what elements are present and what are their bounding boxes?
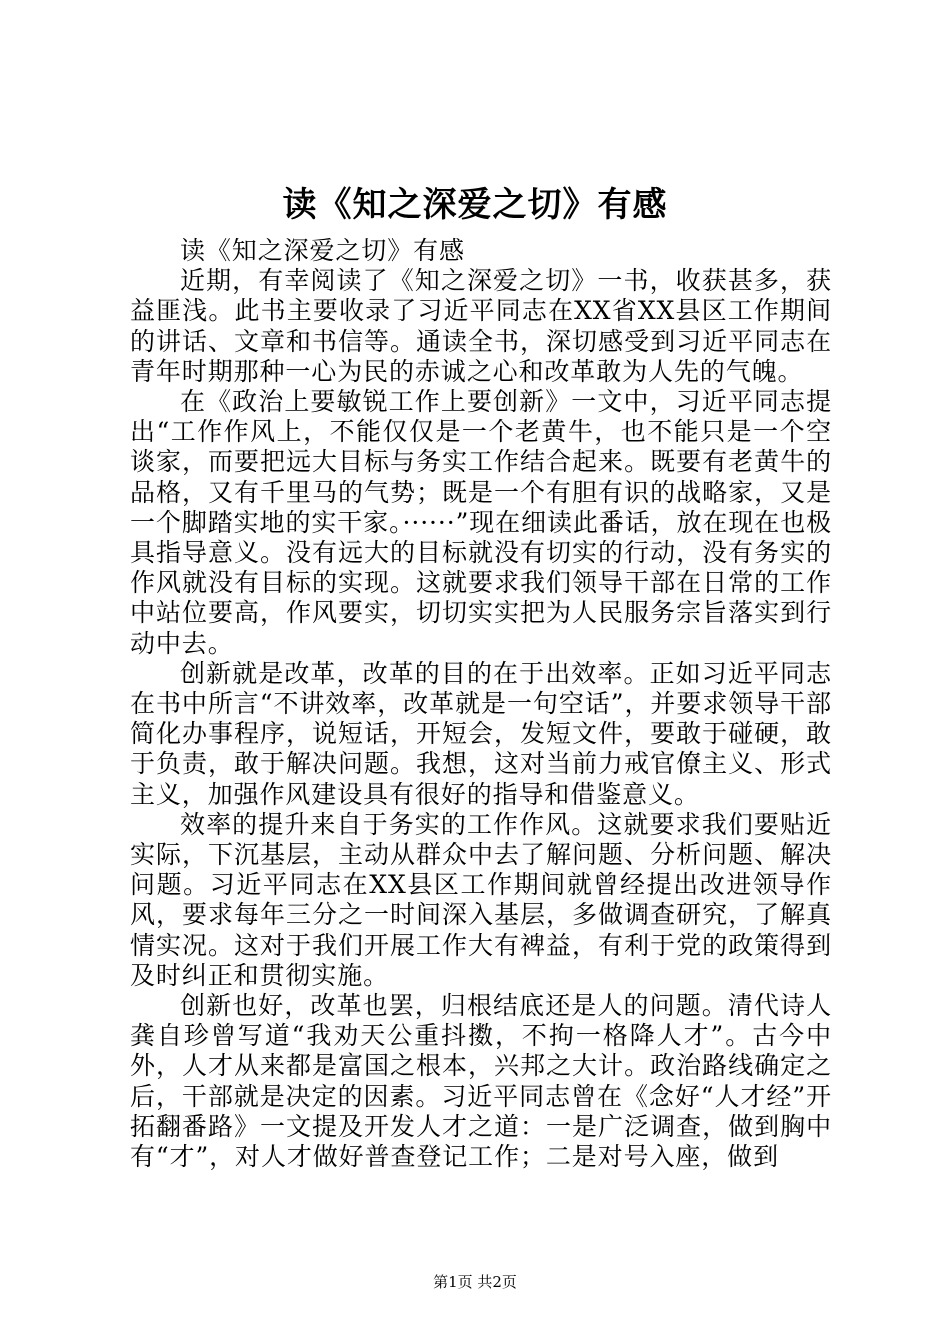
paragraph: 近期，有幸阅读了《知之深爱之切》一书，收获甚多，获益匪浅。此书主要收录了习近平同志在XX省XX县区工作期间的讲话、文章和书信等。通读全书，深切感受到习近平同志在青年时期那种一心为民的赤诚之心和改革敢为人先的气魄。: [130, 266, 832, 386]
page-number-footer: 第1页 共2页: [433, 1273, 517, 1291]
paragraph: 在《政治上要敏锐工作上要创新》一文中，习近平同志提出“工作作风上，不能仅仅是一个老黄牛，也不能只是一个空谈家，而要把远大目标与务实工作结合起来。既要有老黄牛的品格，又有千里马的气势；既是一个有胆有识的战略家，又是一个脚踏实地的实干家。······”现在细读此番话，放在现在也极具指导意义。没有远大的目标就没有切实的行动，没有务实的作风就没有目标的实现。这就要求我们领导干部在日常的工作中站位要高，作风要实，切切实实把为人民服务宗旨落实到行动中去。: [130, 387, 832, 658]
document-title: 读《知之深爱之切》有感: [282, 185, 668, 225]
paragraph: 创新就是改革，改革的目的在于出效率。正如习近平同志在书中所言“不讲效率，改革就是一句空话”，并要求领导干部简化办事程序，说短话，开短会，发短文件，要敢于碰硬，敢于负责，敢于解决问题。我想，这对当前力戒官僚主义、形式主义，加强作风建设具有很好的指导和借鉴意义。: [130, 658, 832, 809]
document-body: [130, 236, 832, 1172]
paragraph: 创新也好，改革也罢，归根结底还是人的问题。清代诗人龚自珍曾写道“我劝天公重抖擞，不拘一格降人才”。古今中外，人才从来都是富国之根本，兴邦之大计。政治路线确定之后，干部就是决定的因素。习近平同志曾在《念好“人才经”开拓翻番路》一文提及开发人才之道：一是广泛调查，做到胸中有“才”，对人才做好普查登记工作；二是对号入座，做到: [130, 991, 832, 1172]
paragraph-subtitle: 读《知之深爱之切》有感: [180, 236, 465, 265]
paragraph: 效率的提升来自于务实的工作作风。这就要求我们要贴近实际，下沉基层，主动从群众中去了解问题、分析问题、解决问题。习近平同志在XX县区工作期间就曾经提出改进领导作风，要求每年三分之一时间深入基层，多做调查研究，了解真情实况。这对于我们开展工作大有裨益，有利于党的政策得到及时纠正和贯彻实施。: [130, 809, 832, 990]
